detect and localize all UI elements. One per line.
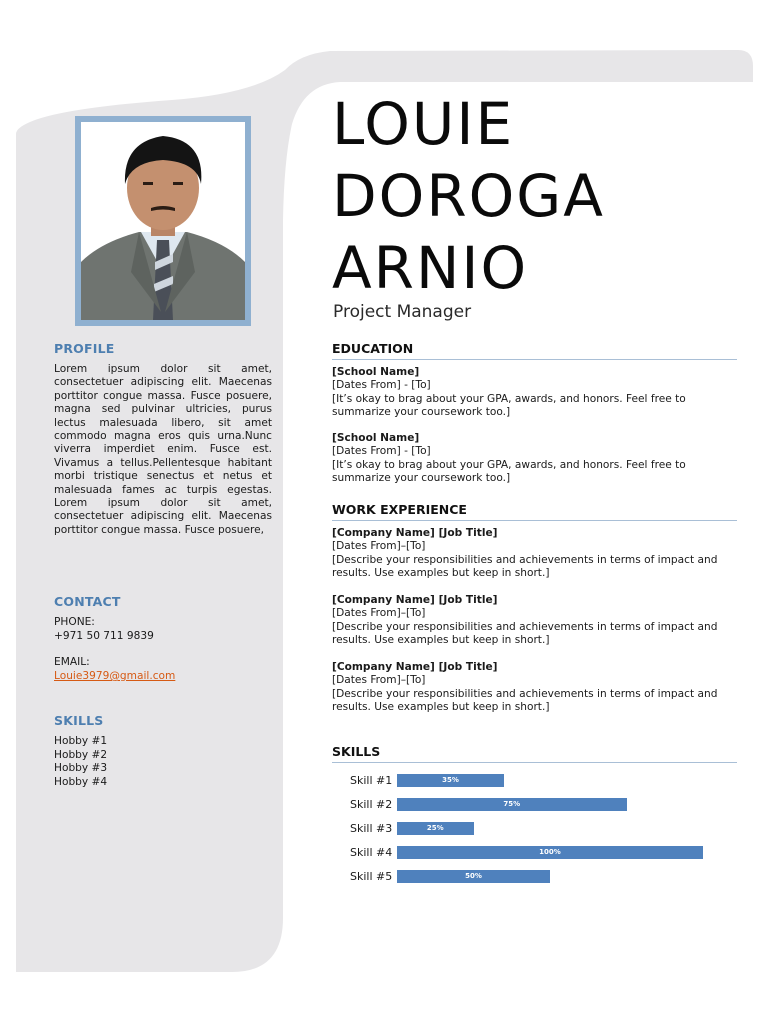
- work-entry: [332, 594, 732, 648]
- job-title: Project Manager: [333, 302, 472, 322]
- skill-bar: [397, 822, 474, 835]
- skill-track: [397, 846, 703, 859]
- name-line-1: LOUIE: [332, 90, 515, 158]
- full-name: [332, 88, 605, 304]
- profile-heading: PROFILE: [54, 341, 115, 356]
- skill-bar: [397, 798, 627, 811]
- education-entry: [332, 432, 732, 486]
- name-line-2: DOROGA: [332, 162, 605, 230]
- hobby-item: Hobby #4: [54, 775, 108, 788]
- skills-heading: SKILLS: [332, 744, 737, 763]
- skill-label: Skill #2: [350, 798, 393, 811]
- sidebar-skills-heading: SKILLS: [54, 713, 104, 728]
- name-line-3: ARNIO: [332, 234, 529, 302]
- skill-label: Skill #3: [350, 822, 393, 835]
- email-link[interactable]: Louie3979@gmail.com: [54, 670, 176, 682]
- work-details: [Describe your responsibilities and achievements in terms of impact and results. Use examples but keep in short.]: [332, 687, 718, 714]
- skill-track: [397, 822, 703, 835]
- skill-percent: 25%: [426, 824, 444, 832]
- phone-number: +971 50 711 9839: [54, 630, 154, 642]
- skill-track: [397, 774, 703, 787]
- school-name: [School Name]: [332, 366, 420, 378]
- school-name: [School Name]: [332, 432, 420, 444]
- phone-label: PHONE:: [54, 616, 95, 628]
- education-dates: [Dates From] - [To]: [332, 445, 431, 458]
- skill-label: Skill #4: [350, 846, 393, 859]
- profile-text: Lorem ipsum dolor sit amet, consectetuer adipiscing elit. Maecenas porttitor congue massa. Fusce posuere, magna sed pulvinar ultricies, purus lectus malesuada libero, sit amet commodo magna eros quis urna.Nunc viverra imperdiet enim. Fusce est. Vivamus a tellus.Pellentesque habitant morbi tristique senectus et netus et malesuada fames ac turpis egestas. Lorem ipsum dolor sit amet, consectetuer adipiscing elit. Maecenas porttitor congue massa. Fusce posuere,: [54, 363, 272, 536]
- skill-track: [397, 870, 703, 883]
- education-entry: [332, 366, 732, 420]
- email-label: EMAIL:: [54, 656, 90, 668]
- work-entry: [332, 661, 732, 715]
- skill-percent: 50%: [465, 872, 482, 880]
- education-details: [It’s okay to brag about your GPA, awards, and honors. Feel free to summarize your coursework too.]: [332, 392, 686, 419]
- skill-bar: [397, 774, 504, 787]
- skill-percent: 75%: [503, 800, 521, 808]
- contact-heading: CONTACT: [54, 594, 121, 609]
- work-dates: [Dates From]–[To]: [332, 607, 426, 620]
- skill-row: [340, 772, 740, 796]
- profile-photo-frame: [75, 116, 251, 326]
- skill-percent: 35%: [442, 776, 459, 784]
- skill-row: [340, 796, 740, 820]
- hobby-item: Hobby #2: [54, 748, 108, 761]
- skill-row: [340, 844, 740, 868]
- education-details: [It’s okay to brag about your GPA, awards, and honors. Feel free to summarize your coursework too.]: [332, 458, 686, 485]
- hobby-item: Hobby #3: [54, 762, 108, 775]
- skill-percent: 100%: [539, 848, 561, 856]
- skill-row: [340, 868, 740, 892]
- skill-bar: [397, 870, 550, 883]
- skill-track: [397, 798, 703, 811]
- skill-row: [340, 820, 740, 844]
- company-job-title: [Company Name] [Job Title]: [332, 661, 498, 673]
- skill-bar: [397, 846, 703, 859]
- work-experience-heading: WORK EXPERIENCE: [332, 502, 737, 521]
- work-details: [Describe your responsibilities and achievements in terms of impact and results. Use examples but keep in short.]: [332, 620, 718, 647]
- work-dates: [Dates From]–[To]: [332, 674, 426, 687]
- education-dates: [Dates From] - [To]: [332, 379, 431, 392]
- profile-photo: [81, 122, 245, 320]
- hobby-list: [54, 735, 107, 789]
- work-entry: [332, 527, 732, 581]
- skill-label: Skill #1: [350, 774, 393, 787]
- skill-label: Skill #5: [350, 870, 393, 883]
- work-details: [Describe your responsibilities and achievements in terms of impact and results. Use examples but keep in short.]: [332, 553, 718, 580]
- company-job-title: [Company Name] [Job Title]: [332, 594, 498, 606]
- education-heading: EDUCATION: [332, 341, 737, 360]
- hobby-item: Hobby #1: [54, 735, 108, 747]
- work-dates: [Dates From]–[To]: [332, 540, 426, 553]
- skills-bar-list: [340, 772, 740, 892]
- company-job-title: [Company Name] [Job Title]: [332, 527, 498, 539]
